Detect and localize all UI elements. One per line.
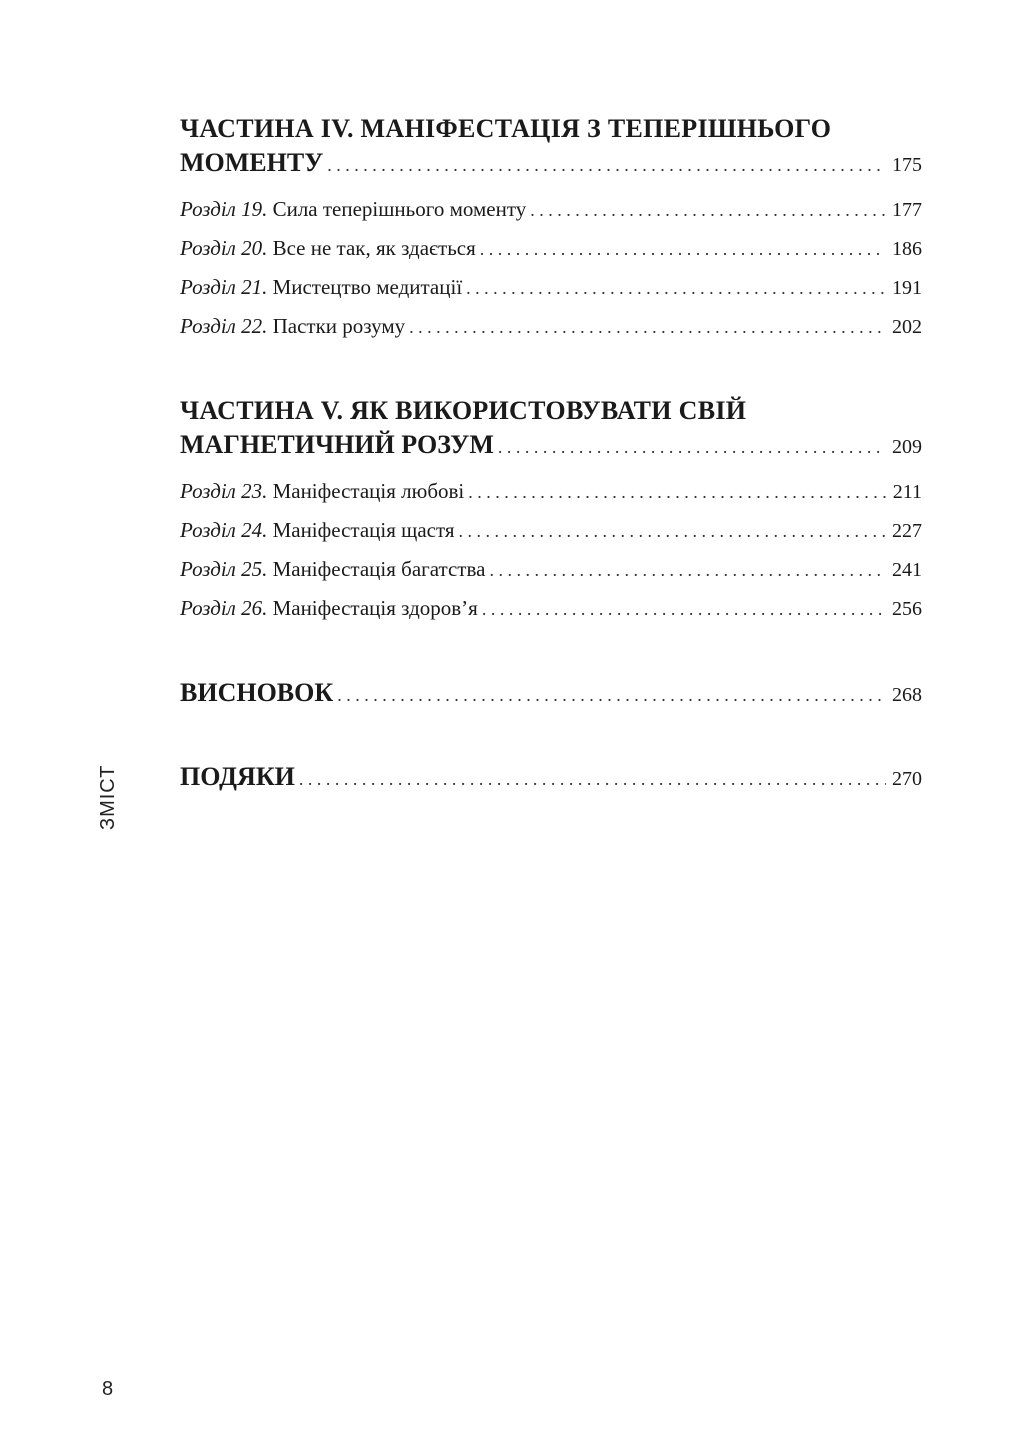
toc-chapter-25[interactable]	[180, 550, 922, 589]
toc-chapter-23[interactable]	[180, 472, 922, 511]
page-ref: 270	[892, 768, 922, 790]
page-number: 8	[102, 1378, 114, 1400]
chapter-label	[180, 589, 478, 627]
conclusion-row[interactable]	[180, 676, 922, 712]
chapter-label	[180, 511, 455, 549]
chapter-title: Все не так, як здається	[272, 236, 476, 260]
dot-leader	[489, 551, 886, 589]
dot-leader	[337, 678, 886, 712]
chapter-title: Маніфестація любові	[272, 479, 465, 503]
dot-leader	[482, 590, 886, 628]
chapter-label	[180, 307, 405, 345]
dot-leader	[459, 512, 886, 550]
chapter-number: Розділ 20.	[180, 236, 268, 260]
chapter-label	[180, 229, 476, 267]
chapter-label	[180, 550, 485, 588]
chapter-title: Маніфестація здоров’я	[272, 596, 478, 620]
chapter-number: Розділ 24.	[180, 518, 268, 542]
chapter-number: Розділ 21.	[180, 275, 268, 299]
part-title: ЧАСТИНА V. ЯК ВИКОРИСТОВУВАТИ СВІЙ	[180, 396, 747, 425]
dot-leader	[468, 473, 886, 511]
toc-chapter-22[interactable]	[180, 307, 922, 346]
toc-chapter-26[interactable]	[180, 589, 922, 628]
chapter-number: Розділ 25.	[180, 557, 268, 581]
chapter-label	[180, 472, 464, 510]
chapter-title: Маніфестація багатства	[272, 557, 486, 581]
toc-chapter-21[interactable]	[180, 268, 922, 307]
toc-chapter-19[interactable]	[180, 190, 922, 229]
page-ref: 202	[892, 316, 922, 338]
page-ref: 191	[892, 277, 922, 299]
chapter-number: Розділ 19.	[180, 197, 268, 221]
part-title-row[interactable]	[180, 146, 922, 182]
chapter-number: Розділ 22.	[180, 314, 268, 338]
page-ref: 175	[892, 154, 922, 176]
dot-leader	[409, 308, 886, 346]
toc-acknowledgements	[180, 760, 922, 796]
page-ref: 268	[892, 684, 922, 706]
part-title: ЧАСТИНА IV. МАНІФЕСТАЦІЯ З ТЕПЕРІШНЬОГО	[180, 114, 832, 143]
page-ref: 209	[892, 436, 922, 458]
chapter-label	[180, 190, 526, 228]
toc-chapter-20[interactable]	[180, 229, 922, 268]
spine-label-text: ЗМІСТ	[97, 764, 119, 830]
dot-leader	[466, 269, 886, 307]
page-ref: 186	[892, 238, 922, 260]
chapter-title: Сила теперішнього моменту	[272, 197, 527, 221]
toc-part-5	[180, 394, 922, 628]
toc-conclusion	[180, 676, 922, 712]
page-ref: 227	[892, 520, 922, 542]
section-spine-label	[91, 760, 131, 830]
dot-leader	[480, 230, 886, 268]
page-ref: 211	[892, 481, 922, 503]
acknowledgements-row[interactable]	[180, 760, 922, 796]
dot-leader	[299, 762, 886, 796]
dot-leader	[327, 148, 886, 182]
acknowledgements-title: ПОДЯКИ	[180, 762, 295, 791]
toc-chapter-24[interactable]	[180, 511, 922, 550]
page-ref: 241	[892, 559, 922, 581]
part-title-continued: МОМЕНТУ	[180, 148, 324, 177]
page-ref: 256	[892, 598, 922, 620]
page-ref: 177	[892, 199, 922, 221]
dot-leader	[530, 191, 886, 229]
part-title-continued: МАГНЕТИЧНИЙ РОЗУМ	[180, 430, 494, 459]
dot-leader	[498, 430, 886, 464]
table-of-contents	[180, 112, 922, 844]
chapter-title: Маніфестація щастя	[272, 518, 455, 542]
part-title-row[interactable]	[180, 428, 922, 464]
chapter-number: Розділ 23.	[180, 479, 268, 503]
chapter-label	[180, 268, 462, 306]
conclusion-title: ВИСНОВОК	[180, 678, 334, 707]
chapter-title: Пастки розуму	[272, 314, 406, 338]
toc-part-4	[180, 112, 922, 346]
chapter-title: Мистецтво медитації	[272, 275, 463, 299]
chapter-number: Розділ 26.	[180, 596, 268, 620]
